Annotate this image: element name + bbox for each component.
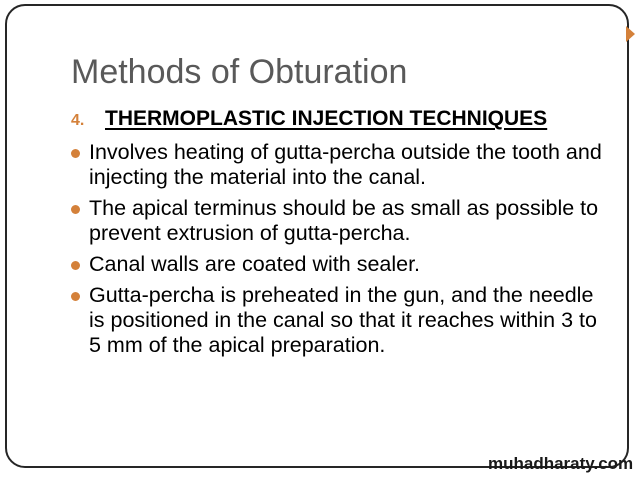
bullet-list [71, 140, 606, 364]
bullet-text: Gutta-percha is preheated in the gun, and the needle is positioned in the canal so that it reaches within 3 to 5 mm of the apical preparation. [89, 283, 597, 357]
circle-bullet-icon [71, 205, 80, 214]
section-heading-text: THERMOPLASTIC INJECTION TECHNIQUES [105, 107, 548, 130]
bullet-text: Involves heating of gutta-percha outside the tooth and injecting the material into the canal. [89, 140, 602, 189]
bullet-item [71, 140, 606, 190]
bullet-item [71, 252, 606, 277]
section-heading [71, 106, 547, 134]
arrow-right-icon [626, 26, 635, 42]
section-number: 4. [71, 112, 85, 129]
watermark: muhadharaty.com [488, 454, 634, 473]
circle-bullet-icon [71, 292, 80, 301]
bullet-text: Canal walls are coated with sealer. [89, 252, 421, 276]
bullet-item [71, 196, 606, 246]
slide-title: Methods of Obturation [71, 53, 408, 91]
bullet-text: The apical terminus should be as small as possible to prevent extrusion of gutta-percha. [89, 196, 599, 245]
circle-bullet-icon [71, 149, 80, 158]
bullet-item [71, 283, 606, 358]
circle-bullet-icon [71, 261, 80, 270]
